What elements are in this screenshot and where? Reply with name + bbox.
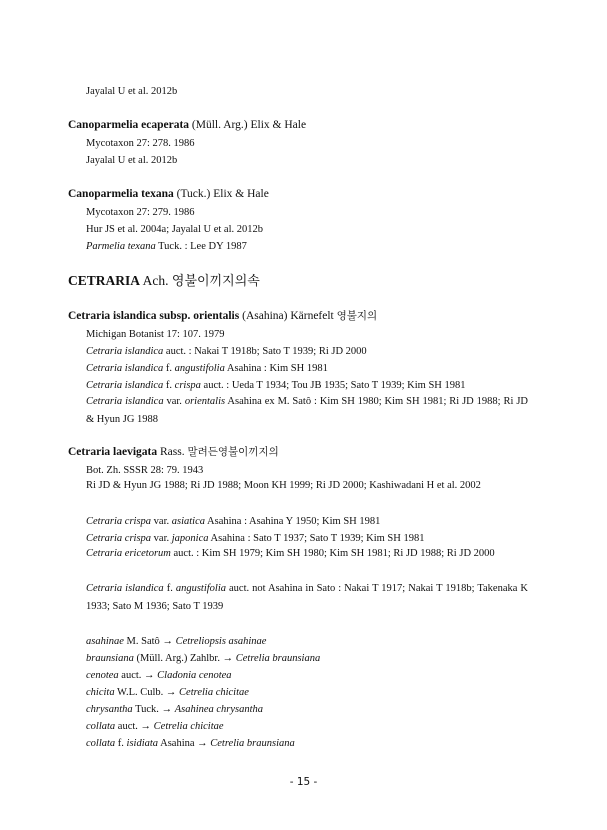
excluded-author: auct. <box>115 721 141 732</box>
synonym-line <box>86 532 424 546</box>
excluded-name-line <box>86 635 266 649</box>
excluded-author: f. <box>115 738 127 749</box>
synonym-name: Cetraria ericetorum <box>86 548 171 559</box>
species-name: Canoparmelia texana <box>68 188 174 200</box>
synonym-citation: Asahina ex M. Satô : Kim SH 1980; Kim SH 1981; Ri JD 1988; Ri JD & Hyun JG 1988 <box>86 396 528 425</box>
synonym-epithet: japonica <box>171 533 209 544</box>
arrow-icon: → <box>165 687 177 698</box>
synonym-rank: f. <box>163 363 175 374</box>
species-korean-name: 말려든영불이끼지의 <box>187 446 279 458</box>
genus-korean-name: 영불이끼지의속 <box>171 274 260 289</box>
synonym-citation: auct. : Kim SH 1979; Kim SH 1980; Kim SH 1981; Ri JD 1988; Ri JD 2000 <box>170 548 495 559</box>
arrow-icon: → <box>140 721 152 732</box>
synonym-citation: auct. : Ueda T 1934; Tou JB 1935; Sato T 1939; Kim SH 1981 <box>200 380 466 391</box>
synonym-name: Cetraria crispa <box>86 516 152 527</box>
excluded-epithet: collata <box>86 738 116 749</box>
reference-line: Mycotaxon 27: 279. 1986 <box>86 207 195 218</box>
species-author: (Müll. Arg.) Elix & Hale <box>191 119 307 131</box>
synonym-citation: Asahina : Asahina Y 1950; Kim SH 1981 <box>205 516 381 527</box>
synonym-citation: Tuck. : Lee DY 1987 <box>155 241 247 252</box>
excluded-author: W.L. Culb. <box>114 687 166 698</box>
synonym-name: Cetraria islandica <box>86 396 164 407</box>
genus-heading <box>68 272 260 291</box>
accepted-name: Asahinea chrysantha <box>174 704 264 715</box>
synonym-citation: Asahina : Sato T 1937; Sato T 1939; Kim SH 1981 <box>208 533 425 544</box>
synonym-citation: auct. not Asahina in Sato : Nakai T 1917; Nakai T 1918b; Takenaka K 1933; Sato M 1936; Sato T 1939 <box>86 583 529 612</box>
arrow-icon: → <box>144 670 155 681</box>
synonym-paragraph <box>86 580 528 615</box>
excluded-infraspecific-epithet: isidiata <box>126 738 159 749</box>
synonym-name: Parmelia texana <box>86 241 156 252</box>
excluded-name-line <box>86 720 224 734</box>
synonym-rank: var. <box>151 533 172 544</box>
excluded-author: Tuck. <box>132 704 162 715</box>
reference-line: Michigan Botanist 17: 107. 1979 <box>86 329 225 340</box>
species-name: Canoparmelia ecaperata <box>68 119 190 131</box>
accepted-name: Cetrelia braunsiana <box>235 653 321 664</box>
synonym-rank: f. <box>163 583 176 594</box>
synonym-paragraph <box>86 393 528 428</box>
synonym-line <box>86 345 367 359</box>
synonym-rank: f. <box>163 380 175 391</box>
species-author: (Asahina) Kärnefelt <box>242 310 334 322</box>
species-heading <box>68 118 306 133</box>
synonym-name: Cetraria islandica <box>86 363 164 374</box>
arrow-icon: → <box>222 653 234 664</box>
arrow-icon: → <box>161 704 173 715</box>
reference-line: Jayalal U et al. 2012b <box>86 155 178 166</box>
reference-line: Mycotaxon 27: 278. 1986 <box>86 138 195 149</box>
synonym-name: Cetraria islandica <box>86 380 164 391</box>
excluded-name-line <box>86 669 232 683</box>
synonym-rank: var. <box>163 396 185 407</box>
excluded-name-line <box>86 737 295 751</box>
synonym-paragraph <box>86 545 528 563</box>
excluded-epithet: chrysantha <box>86 704 133 715</box>
species-heading <box>68 445 279 460</box>
accepted-name: Cetrelia chicitae <box>179 687 249 698</box>
species-author: (Tuck.) Elix & Hale <box>176 188 269 200</box>
synonym-line <box>86 379 466 393</box>
genus-name: CETRARIA <box>68 273 141 288</box>
excluded-author: M. Satô <box>123 636 163 647</box>
excluded-epithet: chicita <box>86 687 115 698</box>
excluded-author: (Müll. Arg.) Zahlbr. <box>133 653 223 664</box>
species-heading <box>68 187 269 202</box>
genus-author: Ach. <box>142 273 169 288</box>
excluded-name-line <box>86 686 249 700</box>
species-korean-name: 영불지의 <box>336 310 378 322</box>
accepted-name: Cladonia cenotea <box>157 670 232 681</box>
reference-line: Jayalal U et al. 2012b <box>86 86 178 97</box>
excluded-epithet: braunsiana <box>86 653 134 664</box>
synonym-line <box>86 240 247 254</box>
reference-line: Hur JS et al. 2004a; Jayalal U et al. 2012b <box>86 224 264 235</box>
synonym-rank: var. <box>151 516 172 527</box>
synonym-line <box>86 515 380 529</box>
synonym-citation: auct. : Nakai T 1918b; Sato T 1939; Ri JD 2000 <box>163 346 367 357</box>
excluded-epithet: cenotea <box>86 670 119 681</box>
accepted-name: Cetrelia braunsiana <box>210 738 295 749</box>
species-heading <box>68 309 377 324</box>
excluded-epithet: asahinae <box>86 636 124 647</box>
synonym-name: Cetraria crispa <box>86 533 152 544</box>
synonym-epithet: asiatica <box>171 516 205 527</box>
synonym-epithet: angustifolia <box>174 363 225 374</box>
species-author: Rass. <box>159 446 185 458</box>
arrow-icon: → <box>197 738 208 749</box>
excluded-epithet: collata <box>86 721 116 732</box>
accepted-name: Cetrelia chicitae <box>153 721 224 732</box>
page-number: - 15 - <box>289 776 318 788</box>
excluded-author: Asahina <box>158 738 198 749</box>
synonym-epithet: angustifolia <box>175 583 227 594</box>
arrow-icon: → <box>162 636 173 647</box>
reference-paragraph: Ri JD & Hyun JG 1988; Ri JD 1988; Moon KH 1999; Ri JD 2000; Kashiwadani H et al. 2002 <box>86 480 481 491</box>
excluded-author: auct. <box>118 670 145 681</box>
species-name: Cetraria laevigata <box>68 446 158 458</box>
synonym-epithet: orientalis <box>184 396 226 407</box>
synonym-name: Cetraria islandica <box>86 346 164 357</box>
excluded-name-line <box>86 652 320 666</box>
synonym-citation: Asahina : Kim SH 1981 <box>224 363 328 374</box>
synonym-epithet: crispa <box>174 380 201 391</box>
accepted-name: Cetreliopsis asahinae <box>175 636 267 647</box>
reference-line: Bot. Zh. SSSR 28: 79. 1943 <box>86 465 204 476</box>
species-name: Cetraria islandica subsp. orientalis <box>68 310 240 322</box>
excluded-name-line <box>86 703 263 717</box>
synonym-name: Cetraria islandica <box>86 583 164 594</box>
synonym-line <box>86 362 328 376</box>
